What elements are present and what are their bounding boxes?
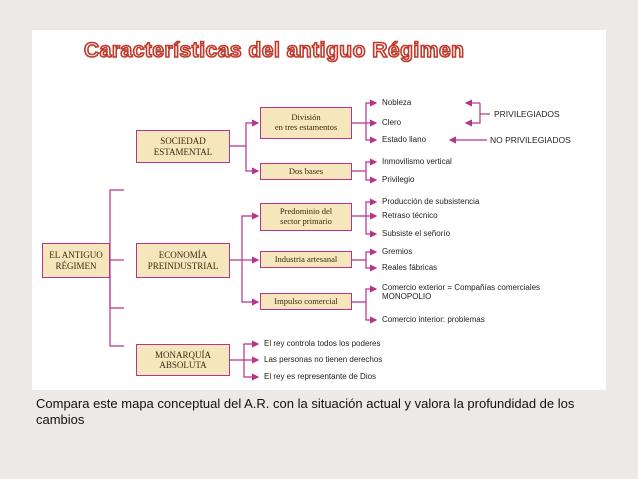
leaf-retraso: Retraso técnico	[382, 211, 438, 220]
leaf-sin-derechos: Las personas no tienen derechos	[264, 355, 383, 364]
caption-text: Compara este mapa conceptual del A.R. con la situación actual y valora la profundidad de los cambios	[36, 396, 575, 427]
diagram-title: Características del antiguo Régimen	[84, 39, 465, 62]
division-node: División en tres estamentos	[260, 107, 352, 139]
leaf-rey-dios: El rey es representante de Dios	[264, 372, 377, 381]
leaf-privilegio: Privilegio	[382, 175, 415, 184]
root-node: EL ANTIGUO RÉGIMEN	[42, 243, 110, 278]
sociedad-node: SOCIEDAD ESTAMENTAL	[136, 130, 230, 163]
dos-bases-node: Dos bases	[260, 163, 352, 180]
leaf-comercio-interior: Comercio interior: problemas	[382, 315, 485, 324]
monarquia-node: MONARQUÍA ABSOLUTA	[136, 344, 230, 376]
leaf-clero: Clero	[382, 118, 402, 127]
leaf-nobleza: Nobleza	[382, 98, 412, 107]
label-no-privilegiados: NO PRIVILEGIADOS	[490, 135, 571, 145]
leaf-inmovilismo: Inmovilismo vertical	[382, 157, 452, 166]
concept-map-panel	[32, 30, 606, 390]
leaf-subsistencia: Producción de subsistencia	[382, 197, 480, 206]
industria-node: Industria artesanal	[260, 251, 352, 268]
economia-node: ECONOMÍA PREINDUSTRIAL	[136, 243, 230, 278]
leaf-comercio-exterior: Comercio exterior = Compañías comerciales MONOPOLIO	[382, 283, 541, 302]
predominio-node: Predominio del sector primario	[260, 203, 352, 231]
label-privilegiados: PRIVILEGIADOS	[494, 109, 560, 119]
leaf-senorio: Subsiste el señorío	[382, 229, 451, 238]
leaf-rey-poderes: El rey controla todos los poderes	[264, 339, 381, 348]
leaf-estado-llano: Estado llano	[382, 135, 427, 144]
impulso-node: Impulso comercial	[260, 293, 352, 310]
leaf-gremios: Gremios	[382, 247, 413, 256]
leaf-reales-fabricas: Reales fábricas	[382, 263, 438, 272]
